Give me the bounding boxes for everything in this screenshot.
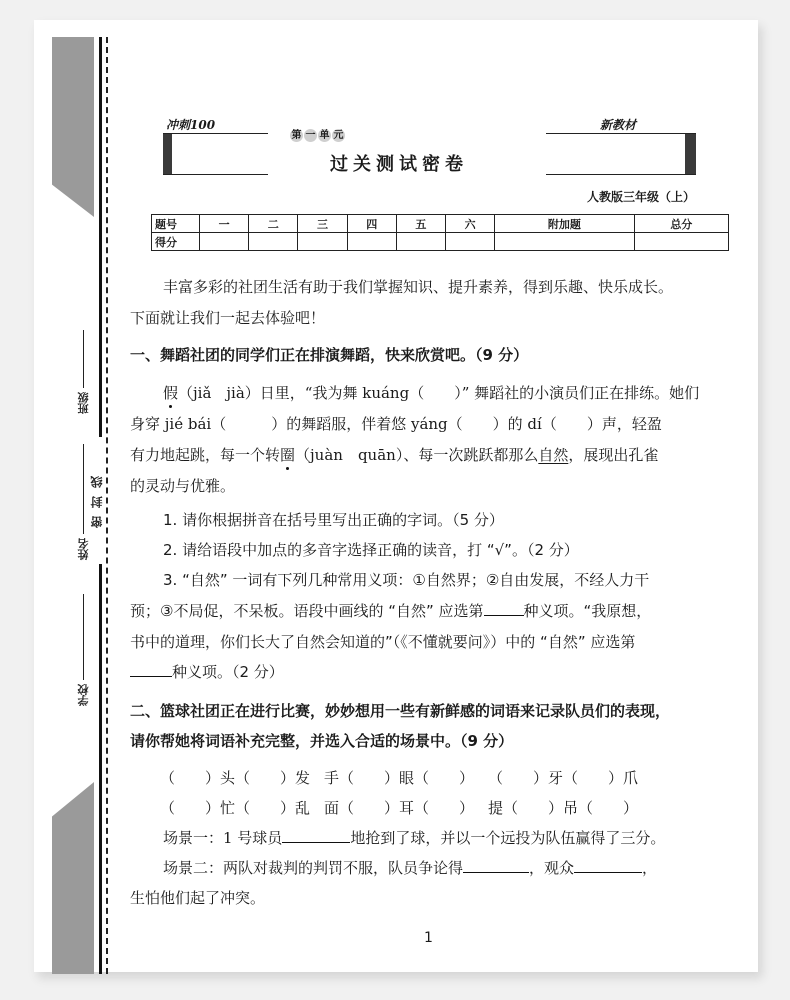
scene-text: 场景一：1 号球员: [163, 829, 283, 847]
unit-char: 单: [319, 130, 330, 141]
table-cell: 三: [298, 215, 347, 233]
passage-line-1: [163, 383, 773, 403]
question-text: 种义项。“我原想，: [523, 602, 652, 620]
margin-dashed-cut-line: [106, 37, 108, 974]
seal-line-text: 密封线: [90, 468, 104, 528]
score-input-cell[interactable]: [634, 233, 728, 251]
idiom-row-1: [160, 768, 770, 788]
scene-2: [163, 858, 773, 878]
idiom-item: 面（ ）耳（ ）: [324, 799, 475, 817]
question-3-line-2: [130, 601, 740, 621]
exam-title: 过关测试密卷: [330, 154, 468, 175]
idiom-row-2: [160, 798, 770, 818]
passage-line-2: 身穿 jié bái（ ）的舞蹈服，伴着悠 yáng（ ）的 dí（ ）声，轻盈: [130, 415, 662, 433]
idiom-item: 提（ ）吊（ ）: [488, 799, 639, 817]
brand-logo-text: 冲刺100: [166, 118, 216, 132]
idiom-item: 手（ ）眼（ ）: [324, 769, 475, 787]
table-cell: 总分: [634, 215, 728, 233]
scene-text: 地抢到了球，并以一个远投为队伍赢得了三分。: [350, 829, 666, 847]
name-field-line: [83, 444, 84, 534]
scene-text: ，: [642, 859, 658, 877]
question-text: 种义项。（2 分）: [172, 663, 284, 681]
answer-blank[interactable]: [484, 601, 524, 616]
section1-heading: 一、舞蹈社团的同学们正在排演舞蹈，快来欣赏吧。（9 分）: [130, 346, 529, 364]
passage-line-4: 的灵动与优雅。: [130, 477, 236, 495]
unit-char: 元: [333, 130, 344, 141]
question-3-line-4: [130, 662, 740, 682]
school-field-line: [83, 594, 84, 680]
score-input-cell[interactable]: [396, 233, 445, 251]
intro-line-2: 下面就让我们一起去体验吧！: [130, 309, 326, 327]
score-input-cell[interactable]: [298, 233, 347, 251]
idiom-item: （ ）头（ ）发: [160, 769, 311, 787]
question-1: 1. 请你根据拼音在括号里写出正确的字词。（5 分）: [163, 511, 504, 529]
margin-solid-line-bottom: [99, 564, 102, 974]
table-cell: 五: [396, 215, 445, 233]
header-frame-left: [163, 133, 268, 175]
passage-text: 有力地起跳，每一个转: [130, 446, 281, 464]
section2-heading-line-2: 请你帮她将词语补充完整，并选入合适的场景中。（9 分）: [130, 732, 514, 750]
score-input-cell[interactable]: [200, 233, 249, 251]
class-field-line: [83, 330, 84, 388]
table-cell: 题号: [152, 215, 200, 233]
margin-solid-line-top: [99, 37, 102, 437]
section2-heading-line-1: 二、篮球社团正在进行比赛，妙妙想用一些有新鲜感的词语来记录队员们的表现，: [130, 702, 671, 720]
dotted-char: 假: [163, 384, 179, 402]
header-frame-right: [546, 133, 696, 175]
scene-1: [163, 828, 773, 848]
unit-char: 一: [305, 130, 316, 141]
answer-blank[interactable]: [463, 858, 529, 873]
school-label: 学校: [77, 684, 90, 706]
class-label: 班级: [77, 392, 90, 414]
scene-text: ，观众: [529, 859, 575, 877]
table-cell: 二: [249, 215, 298, 233]
score-input-cell[interactable]: [446, 233, 495, 251]
passage-line-3: [130, 445, 740, 465]
name-label: 姓名: [77, 538, 90, 560]
table-cell: 得分: [152, 233, 200, 251]
score-table: [151, 214, 729, 251]
passage-text: （juàn quān）、每一次跳跃都那么: [295, 446, 539, 464]
table-cell: 六: [446, 215, 495, 233]
unit-char: 第: [291, 130, 302, 141]
answer-blank[interactable]: [130, 662, 172, 677]
idiom-item: （ ）牙（ ）爪: [488, 769, 639, 787]
score-input-cell[interactable]: [495, 233, 634, 251]
unit-badge: [290, 129, 345, 142]
question-3-line-3: 书中的道理，你们长大了自然会知道的”（《不懂就要问》）中的 “自然” 应选第: [130, 633, 636, 651]
page-number: 1: [424, 930, 433, 946]
idiom-item: （ ）忙（ ）乱: [160, 799, 311, 817]
scene-text: 场景二：两队对裁判的判罚不服，队员争论得: [163, 859, 464, 877]
question-text: 预；③不局促，不呆板。语段中画线的 “自然” 应选第: [130, 602, 484, 620]
score-input-cell[interactable]: [249, 233, 298, 251]
table-cell: 四: [347, 215, 396, 233]
question-3-line-1: 3. “自然” 一词有下列几种常用义项：①自然界；②自由发展，不经人力干: [163, 571, 650, 589]
table-cell: 一: [200, 215, 249, 233]
answer-blank[interactable]: [282, 828, 350, 843]
score-input-cell[interactable]: [347, 233, 396, 251]
scene-2-line-2: 生怕他们起了冲突。: [130, 889, 266, 907]
answer-blank[interactable]: [574, 858, 642, 873]
underlined-word: 自然: [538, 446, 569, 464]
edition-label: 人教版三年级（上）: [587, 190, 696, 204]
table-cell: 附加题: [495, 215, 634, 233]
question-2: 2. 请给语段中加点的多音字选择正确的读音，打 “√”。（2 分）: [163, 541, 579, 559]
score-table-score-row: [152, 233, 729, 251]
dotted-char: 圈: [280, 446, 296, 464]
score-table-header-row: [152, 215, 729, 233]
series-label: 新教材: [600, 118, 637, 132]
passage-text: ，展现出孔雀: [568, 446, 659, 464]
passage-text: （jiǎ jià）日里，“我为舞 kuáng（ ）” 舞蹈社的小演员们正在排练。她们: [178, 384, 700, 402]
intro-line-1: 丰富多彩的社团生活有助于我们掌握知识、提升素养，得到乐趣、快乐成长。: [163, 278, 674, 296]
